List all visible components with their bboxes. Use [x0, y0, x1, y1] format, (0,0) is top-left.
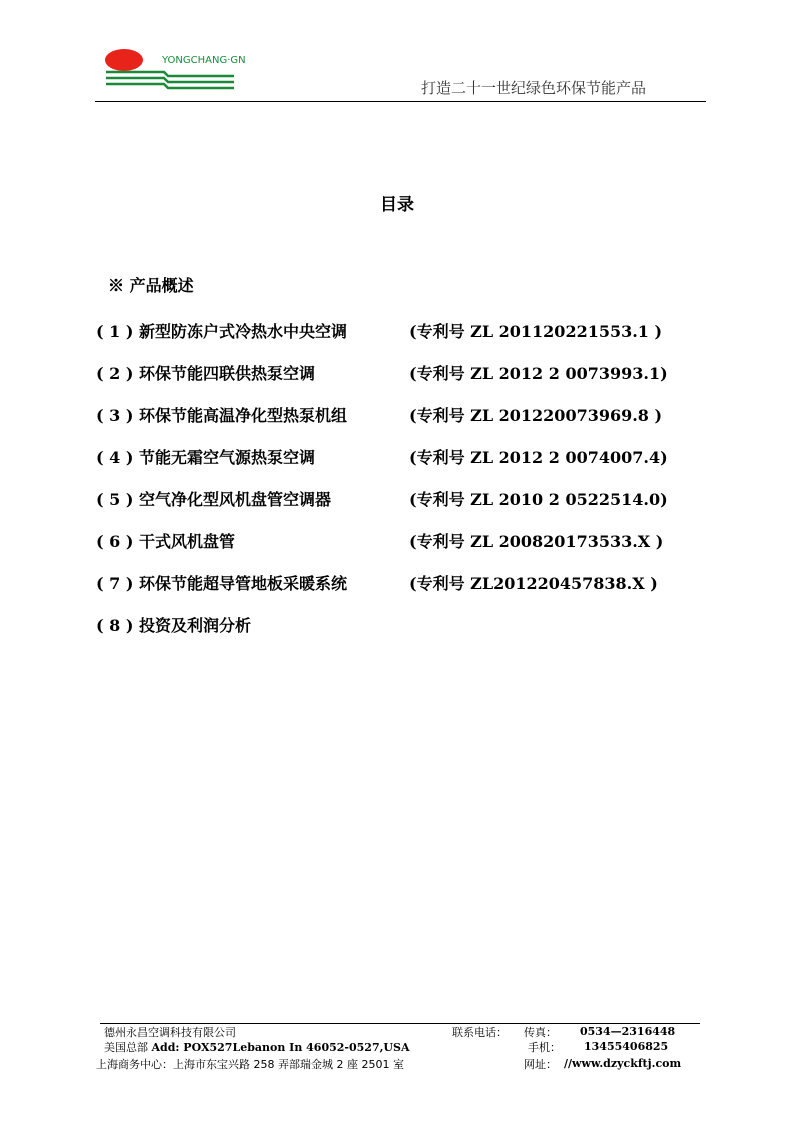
footer-mobile: [584, 1040, 668, 1053]
footer-mobile-label: 手机：: [528, 1041, 561, 1054]
toc-row: [96, 445, 736, 487]
toc-row: [96, 361, 736, 403]
footer-fax-value: 0534—2316448: [580, 1025, 676, 1038]
footer-web: [564, 1057, 681, 1070]
page-title: 目录: [380, 195, 414, 215]
toc-item: ( 2 ) 环保节能四联供热泵空调: [96, 364, 315, 383]
footer-fax-label: 传真：: [524, 1026, 557, 1039]
footer-mobile-value: 13455406825: [584, 1040, 669, 1053]
toc-row: [96, 487, 736, 529]
toc-patent: (专利号 ZL 2010 2 0522514.0): [409, 490, 668, 509]
toc-item: ( 4 ) 节能无霜空气源热泵空调: [96, 448, 315, 467]
table-of-contents: [96, 319, 736, 655]
toc-row: [96, 403, 736, 445]
toc-patent: (专利号 ZL201220457838.X ): [409, 574, 658, 593]
toc-item: ( 8 ) 投资及利润分析: [96, 616, 251, 635]
footer-us-hq-address: Add: POX527Lebanon In 46052-0527,USA: [151, 1041, 410, 1054]
toc-patent: (专利号 ZL 200820173533.X ): [409, 532, 664, 551]
toc-patent: (专利号 ZL 201220073969.8 ): [409, 406, 663, 425]
footer-web-value: //www.dzyckftj.com: [564, 1057, 682, 1070]
toc-row: [96, 319, 736, 361]
footer-us-hq-label: 美国总部: [104, 1041, 148, 1054]
toc-item: ( 3 ) 环保节能高温净化型热泵机组: [96, 406, 347, 425]
footer-shanghai: 上海商务中心：上海市东宝兴路 258 弄部瑞金城 2 座 2501 室: [96, 1058, 404, 1071]
toc-patent: (专利号 ZL 2012 2 0073993.1): [409, 364, 668, 383]
toc-item: ( 6 ) 干式风机盘管: [96, 532, 235, 551]
footer-contact-label: 联系电话：: [452, 1026, 507, 1039]
footer-web-label: 网址：: [524, 1058, 557, 1071]
toc-item: ( 7 ) 环保节能超导管地板采暖系统: [96, 574, 347, 593]
footer-fax: [580, 1025, 675, 1038]
toc-row: [96, 613, 736, 655]
header-slogan: 打造二十一世纪绿色环保节能产品: [420, 79, 646, 97]
footer-us-hq: [104, 1039, 410, 1055]
toc-row: [96, 529, 736, 571]
header-divider: [95, 101, 706, 102]
toc-patent: (专利号 ZL 201120221553.1 ): [409, 322, 663, 341]
toc-row: [96, 571, 736, 613]
toc-item: ( 1 ) 新型防冻户式冷热水中央空调: [96, 322, 347, 341]
brand-name: YONGCHANG·GN: [162, 55, 246, 66]
section-overview: ※ 产品概述: [108, 276, 194, 295]
toc-item: ( 5 ) 空气净化型风机盘管空调器: [96, 490, 331, 509]
toc-patent: (专利号 ZL 2012 2 0074007.4): [409, 448, 668, 467]
footer-company: 德州永昌空调科技有限公司: [104, 1026, 236, 1039]
